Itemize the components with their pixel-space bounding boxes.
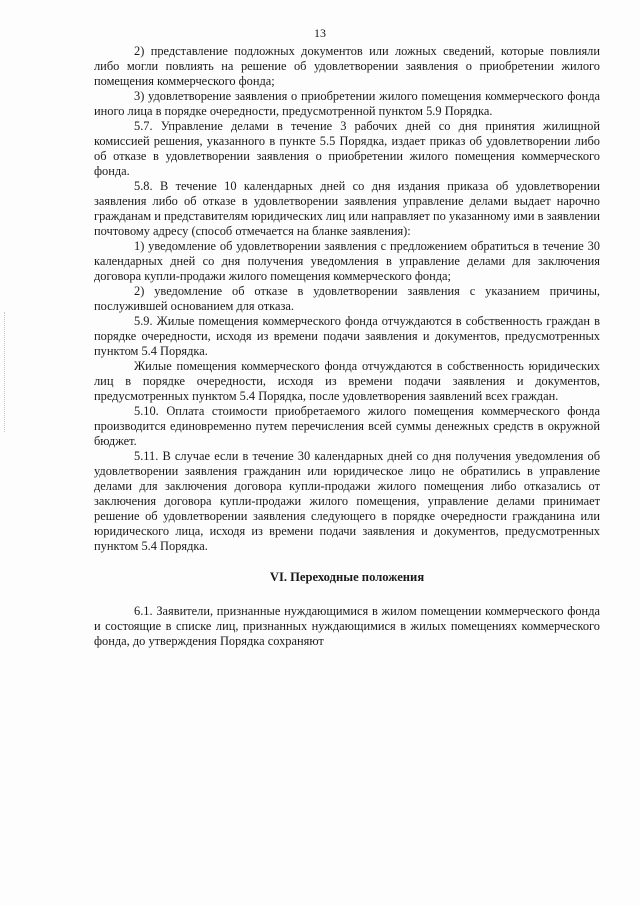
document-body: [94, 44, 600, 649]
paragraph: 5.11. В случае если в течение 30 календарных дней со дня получения уведомления об удовлетворении заявления гражданин или юридическое лицо не обратились в управление делами для заключения договора купли-продажи жилого помещения либо отказались от заключения договора купли-продажи жилого помещения, управление делами принимает решение об удовлетворении заявления следующего в порядке очередности гражданина или юридического лица, исходя из времени подачи заявления и документов, предусмотренных пунктом 5.4 Порядка.: [94, 449, 600, 553]
paragraph: 2) уведомление об отказе в удовлетворении заявления с указанием причины, послужившей основанием для отказа.: [94, 284, 600, 313]
paragraph: 5.8. В течение 10 календарных дней со дня издания приказа об удовлетворении заявления либо об отказе в удовлетворении заявления управление делами выдает нарочно гражданам и представителям юридических лиц или направляет по указанному ими в заявлении почтовому адресу (способ отмечается на бланке заявления):: [94, 179, 600, 238]
scan-margin-marks: [4, 312, 7, 432]
paragraph: 5.10. Оплата стоимости приобретаемого жилого помещения коммерческого фонда производится единовременно путем перечисления всей суммы денежных средств в окружной бюджет.: [94, 404, 600, 448]
paragraph: 6.1. Заявители, признанные нуждающимися в жилом помещении коммерческого фонда и состоящие в списке лиц, признанных нуждающимися в жилых помещениях коммерческого фонда, до утверждения Порядка сохраняют: [94, 604, 600, 648]
paragraph: 2) представление подложных документов или ложных сведений, которые повлияли либо могли повлиять на решение об удовлетворении заявления о приобретении жилого помещения коммерческого фонда;: [94, 44, 600, 88]
paragraph: Жилые помещения коммерческого фонда отчуждаются в собственность юридических лиц в порядке очередности, исходя из времени подачи заявления и документов, предусмотренных пунктом 5.4 Порядка, после удовлетворения заявлений всех граждан.: [94, 359, 600, 403]
paragraph: 1) уведомление об удовлетворении заявления с предложением обратиться в течение 30 календарных дней со дня получения уведомления в управление делами для заключения договора купли-продажи жилого помещения коммерческого фонда;: [94, 239, 600, 283]
paragraph: 3) удовлетворение заявления о приобретении жилого помещения коммерческого фонда иного лица в порядке очередности, предусмотренной пунктом 5.9 Порядка.: [94, 89, 600, 118]
page-number: 13: [314, 26, 326, 40]
paragraph: 5.7. Управление делами в течение 3 рабочих дней со дня принятия жилищной комиссией решения, указанного в пункте 5.5 Порядка, издает приказ об удовлетворении либо об отказе в удовлетворении заявления о приобретении жилого помещения коммерческого фонда.: [94, 119, 600, 178]
paragraph: 5.9. Жилые помещения коммерческого фонда отчуждаются в собственность граждан в порядке очередности, исходя из времени подачи заявления и документов, предусмотренных пунктом 5.4 Порядка.: [94, 314, 600, 358]
section-heading: VI. Переходные положения: [269, 570, 425, 584]
